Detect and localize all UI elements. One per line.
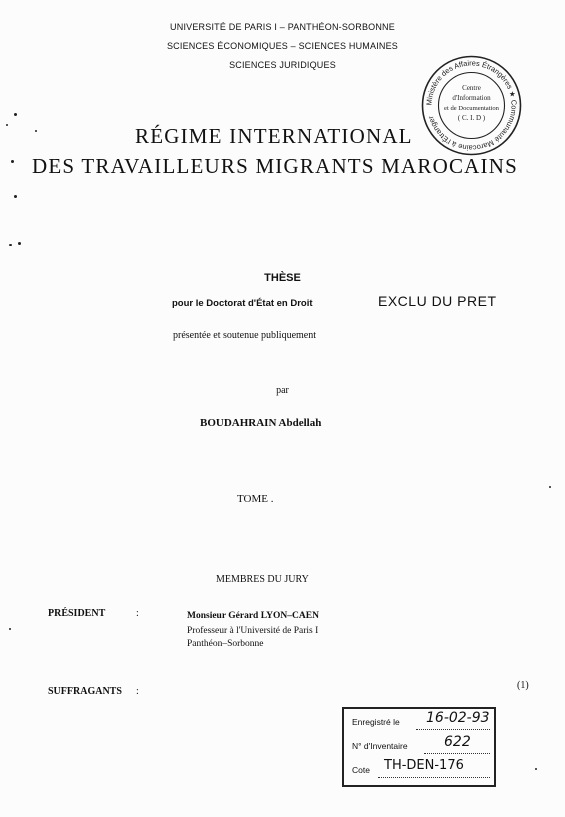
registered-date: 16-02-93 [426,710,490,726]
stamp-ring-text: Ministère des Affaires Étrangères ★ Communauté Marocaine à l'Étranger [424,58,519,153]
tome-line: TOME . [237,493,274,505]
president-title-line-2: Panthéon–Sorbonne [187,639,264,649]
degree-line: pour le Doctorat d'État en Droit [172,298,313,309]
presented-line: présentée et soutenue publiquement [173,330,317,341]
cote-value: TH-DEN-176 [384,758,464,773]
stamp-line-4: ( C. I. D ) [457,114,486,122]
registry-stamp [342,707,496,787]
cote-label: Cote [352,765,370,775]
these-label: THÈSE [264,272,301,284]
president-colon: : [136,608,139,619]
faculty-line-2: SCIENCES JURIDIQUES [229,60,336,70]
par-line: par [276,385,289,396]
faculty-line: SCIENCES ÉCONOMIQUES – SCIENCES HUMAINES [166,41,399,51]
president-title-line-1: Professeur à l'Université de Paris I [187,626,319,636]
author-name: BOUDAHRAIN Abdellah [200,417,322,429]
exclu-du-pret-stamp: EXCLU DU PRET [378,293,497,309]
thesis-title-line-2: DES TRAVAILLEURS MIGRANTS MAROCAINS [32,154,518,178]
stamp-line-3: et de Documentation [444,105,499,112]
cid-stamp [420,54,523,157]
registered-label: Enregistré le [352,717,400,727]
suffragants-label: SUFFRAGANTS [48,686,122,697]
stamp-line-2: d'Information [452,94,491,102]
inventory-label: N° d'Inventaire [352,741,408,751]
stamp-line-1: Centre [462,84,481,92]
university-name: UNIVERSITÉ DE PARIS I – PANTHÉON-SORBONNE [170,22,395,32]
suffragants-colon: : [136,686,139,697]
inventory-number: 622 [444,734,471,750]
thesis-title-line-1: RÉGIME INTERNATIONAL [135,124,413,148]
jury-heading: MEMBRES DU JURY [216,574,309,585]
margin-mark: (1) [517,680,529,691]
president-name: Monsieur Gérard LYON–CAEN [187,611,319,621]
president-label: PRÉSIDENT [48,608,106,619]
